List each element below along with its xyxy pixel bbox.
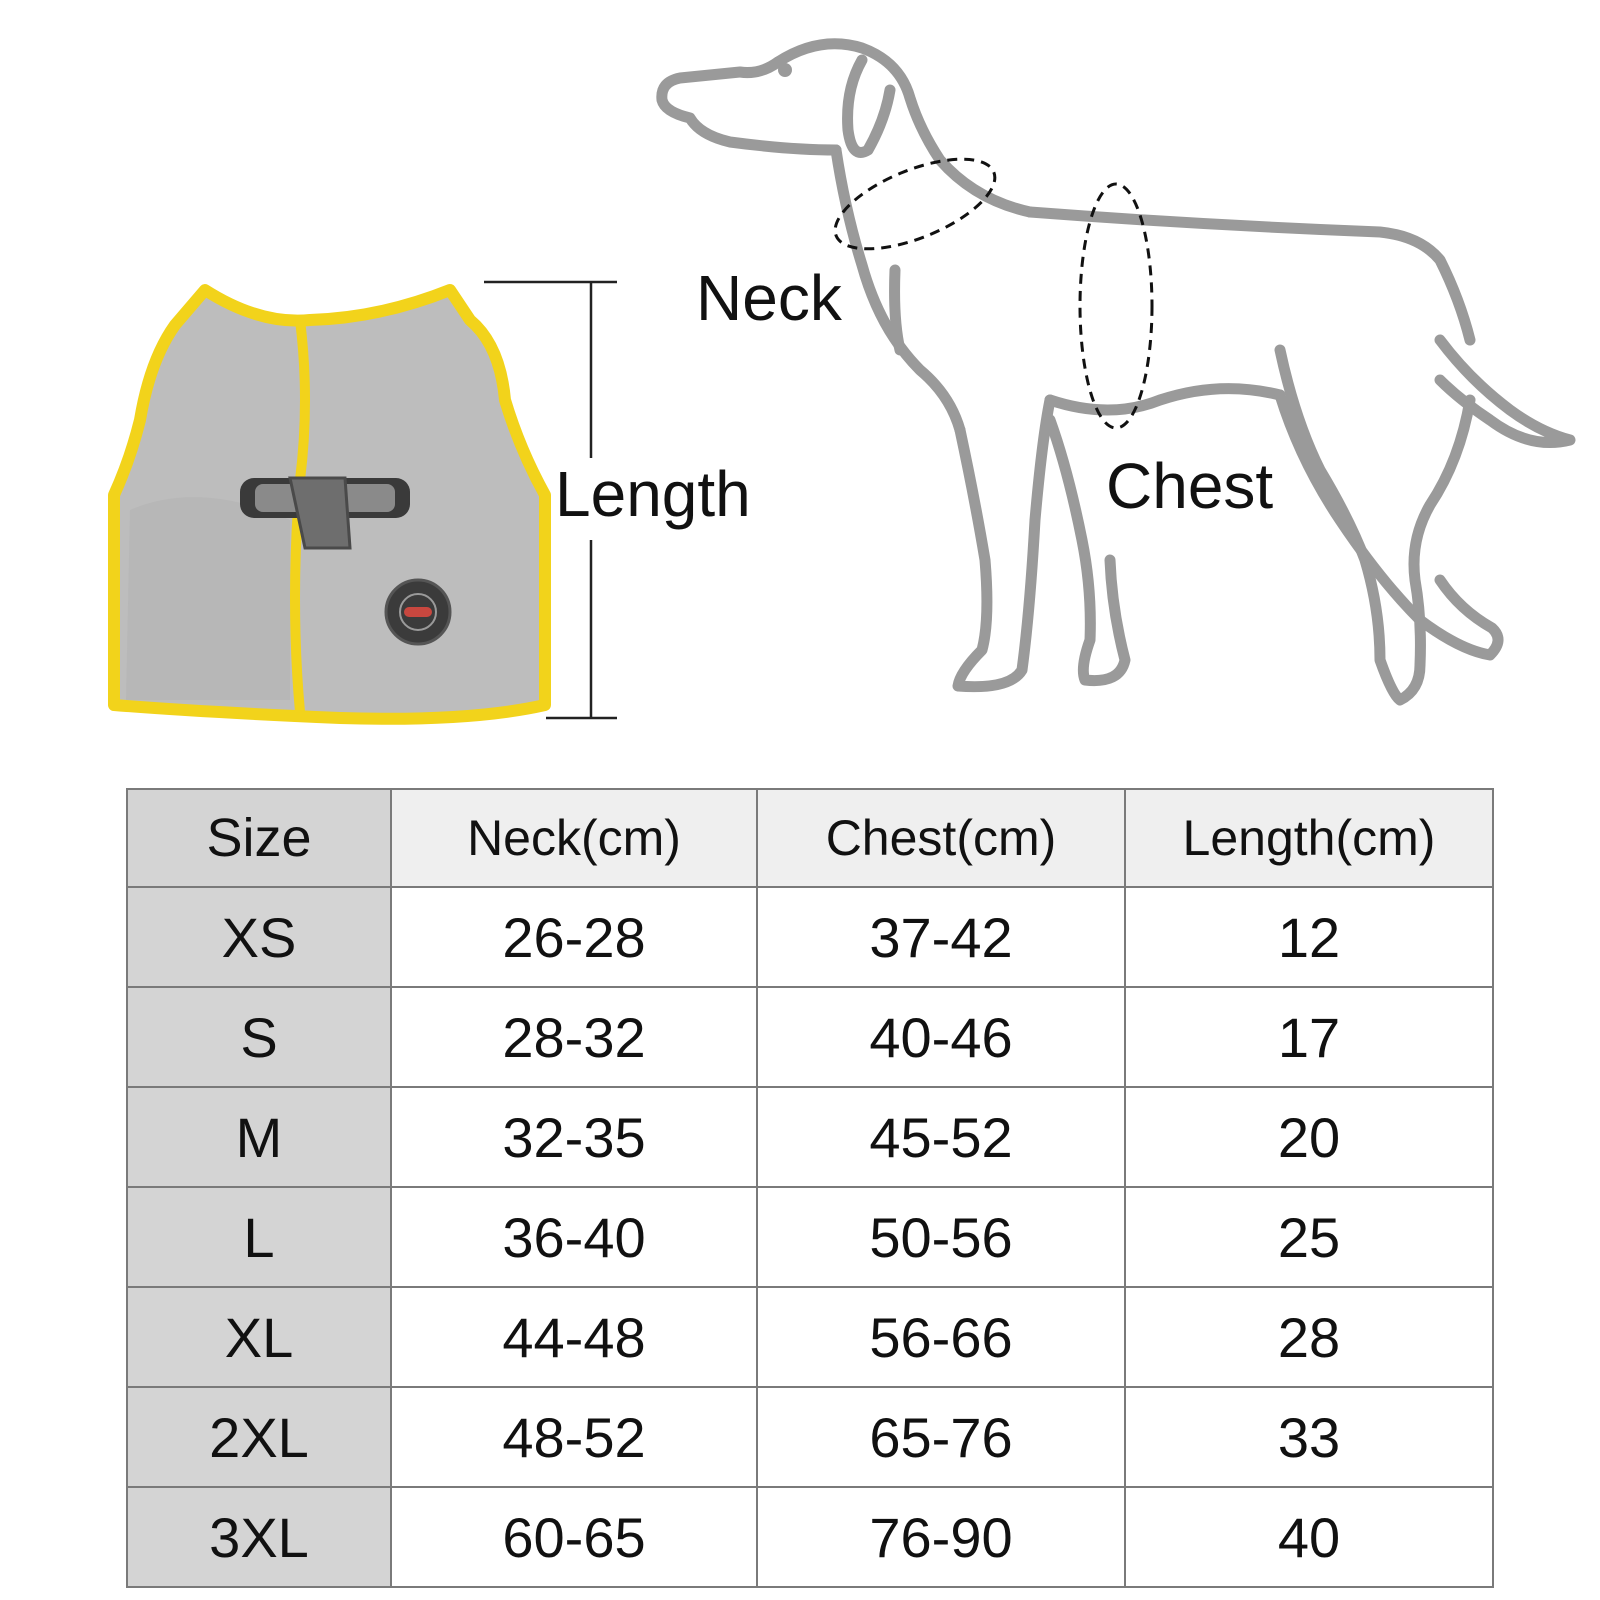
dog-front-leg bbox=[958, 400, 1050, 687]
vest-texture-shade bbox=[126, 497, 290, 700]
chest-label: Chest bbox=[1106, 450, 1274, 522]
neck-cell: 44-48 bbox=[391, 1287, 757, 1387]
dog-belly bbox=[1050, 389, 1280, 410]
size-cell: S bbox=[127, 987, 391, 1087]
length-cell: 40 bbox=[1125, 1487, 1493, 1587]
length-cell: 28 bbox=[1125, 1287, 1493, 1387]
table-header-row bbox=[127, 789, 1493, 887]
chest-cell: 65-76 bbox=[757, 1387, 1125, 1487]
illustration-canvas bbox=[0, 0, 1600, 760]
size-cell: 3XL bbox=[127, 1487, 391, 1587]
length-cell: 12 bbox=[1125, 887, 1493, 987]
table-row bbox=[127, 1387, 1493, 1487]
size-cell: 2XL bbox=[127, 1387, 391, 1487]
chest-cell: 50-56 bbox=[757, 1187, 1125, 1287]
neck-cell: 26-28 bbox=[391, 887, 757, 987]
chest-cell: 37-42 bbox=[757, 887, 1125, 987]
chest-cell: 56-66 bbox=[757, 1287, 1125, 1387]
table-row bbox=[127, 1087, 1493, 1187]
header-chest: Chest(cm) bbox=[757, 789, 1125, 887]
vest-image bbox=[114, 290, 545, 719]
dog-head-back bbox=[778, 44, 1030, 212]
dog-outline bbox=[662, 44, 1570, 700]
table-row bbox=[127, 1287, 1493, 1387]
dog-hind-leg bbox=[1280, 350, 1470, 700]
neck-label: Neck bbox=[696, 262, 842, 334]
neck-cell: 60-65 bbox=[391, 1487, 757, 1587]
product-figure bbox=[0, 0, 1600, 760]
size-cell: L bbox=[127, 1187, 391, 1287]
size-chart-table bbox=[126, 788, 1494, 1588]
table-row bbox=[127, 1187, 1493, 1287]
size-cell: M bbox=[127, 1087, 391, 1187]
length-label: Length bbox=[555, 458, 751, 530]
length-cell: 33 bbox=[1125, 1387, 1493, 1487]
dog-inner-front-line bbox=[895, 270, 900, 350]
header-size: Size bbox=[127, 789, 391, 887]
header-neck: Neck(cm) bbox=[391, 789, 757, 887]
table-row bbox=[127, 887, 1493, 987]
neck-cell: 28-32 bbox=[391, 987, 757, 1087]
length-cell: 17 bbox=[1125, 987, 1493, 1087]
neck-cell: 48-52 bbox=[391, 1387, 757, 1487]
neck-cell: 32-35 bbox=[391, 1087, 757, 1187]
size-cell: XS bbox=[127, 887, 391, 987]
neck-cell: 36-40 bbox=[391, 1187, 757, 1287]
size-cell: XL bbox=[127, 1287, 391, 1387]
dog-ear bbox=[848, 60, 890, 153]
length-cell: 20 bbox=[1125, 1087, 1493, 1187]
length-cell: 25 bbox=[1125, 1187, 1493, 1287]
dog-snout bbox=[662, 62, 836, 150]
table-row bbox=[127, 1487, 1493, 1587]
table-row bbox=[127, 987, 1493, 1087]
dog-eye bbox=[778, 63, 792, 77]
header-length: Length(cm) bbox=[1125, 789, 1493, 887]
chest-cell: 40-46 bbox=[757, 987, 1125, 1087]
chest-cell: 76-90 bbox=[757, 1487, 1125, 1587]
dog-back bbox=[1030, 212, 1470, 340]
chest-cell: 45-52 bbox=[757, 1087, 1125, 1187]
brand-badge-bone bbox=[404, 607, 432, 617]
